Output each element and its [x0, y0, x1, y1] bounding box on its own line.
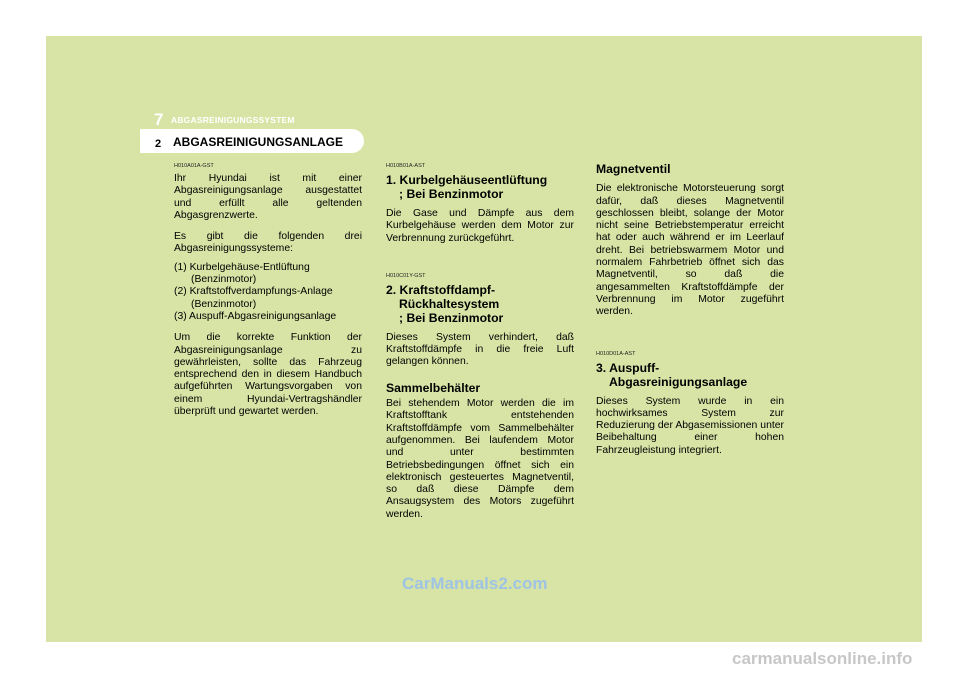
heading-line: ; Bei Benzinmotor	[399, 310, 504, 325]
page-number: 2	[155, 138, 162, 150]
reference-code: H010B01A-AST	[386, 163, 426, 169]
heading-line: Rückhaltesystem	[399, 296, 500, 311]
paragraph: Dieses System verhindert, daß Kraftstoffdämpfe in die freie Luft gelangen können.	[386, 331, 574, 368]
heading-line: 1. Kurbelgehäuseentlüftung	[386, 173, 548, 187]
section-heading-3	[596, 361, 784, 389]
paragraph: Die elektronische Motorsteuerung sorgt dafür, daß dieses Magnetventil geschlossen bleibt, solange der Motor nicht seine Betriebstemperatur erreicht hat oder auch während er im Leerlauf dreht. Bei betriebswarmem Motor und normalem Fahrbetrieb öffnet sich das Magnetventil, so daß die angesammelten Kraftstoffdämpfe der Verbrennung im Motor zugeführt werden.	[596, 183, 784, 318]
subheading: Sammelbehälter	[386, 380, 481, 395]
intro-paragraph: Ihr Hyundai ist mit einer Abgasreinigungsanlage ausgestattet und erfüllt alle geltenden Abgasgrenzwerte.	[174, 173, 362, 221]
list-item: (1) Kurbelgehäuse-Entlüftung (Benzinmotor)	[174, 261, 310, 286]
heading-line: 2. Kraftstoffdampf-	[386, 282, 496, 297]
heading-line: ; Bei Benzinmotor	[399, 187, 504, 201]
section-title: ABGASREINIGUNGSANLAGE	[173, 135, 344, 149]
reference-code: H010C01Y-GST	[386, 272, 426, 279]
section-heading-1	[386, 173, 574, 201]
paragraph: Dieses System wurde in ein hochwirksames System zur Reduzierung der Abgasemissionen unter Beibehaltung einer hohen Fahrzeugleistung integriert.	[596, 395, 784, 456]
closing-paragraph: Um die korrekte Funktion der Abgasreinigungsanlage zu gewährleisten, sollte das Fahrzeug entsprechend den in diesem Handbuch aufgeführten Wartungsvorgaben von einem Hyundai-Vertragshändler überprüft und gewartet werden.	[174, 332, 362, 418]
watermark-carmanualsonline: carmanualsonline.info	[732, 649, 913, 668]
watermark-carmanuals2: CarManuals2.com	[402, 574, 548, 593]
column-left	[174, 163, 362, 427]
heading-line: 3. Auspuff-	[596, 360, 660, 375]
paragraph: Bei stehendem Motor werden die im Kraftstofftank entstehenden Kraftstoffdämpfe vom Sammelbehälter aufgenommen. Bei laufendem Motor und unter bestimmten Betriebsbedingungen öffnet sich ein elektronisch gesteuertes Magnetventil, so daß diese Dämpfe dem Ansaugsystem des Motors zugeführt werden.	[386, 398, 574, 520]
section-heading-2	[386, 283, 574, 325]
chapter-number: 7	[154, 110, 164, 129]
chapter-title: ABGASREINIGUNGSSYSTEM	[171, 115, 295, 125]
paragraph: Die Gase und Dämpfe aus dem Kurbelgehäuse werden dem Motor zur Verbrennung zurückgeführt.	[386, 208, 574, 244]
list-item: (3) Auspuff-Abgasreinigungsanlage	[174, 310, 337, 322]
column-right	[596, 163, 784, 466]
subheading: Magnetventil	[596, 162, 671, 176]
column-middle	[386, 163, 574, 530]
list-item: (2) Kraftstoffverdampfungs-Anlage (Benzinmotor)	[174, 286, 333, 310]
lead-paragraph: Es gibt die folgenden drei Abgasreinigungssysteme:	[174, 231, 362, 255]
reference-code: H010D01A-AST	[596, 350, 636, 357]
heading-line: Abgasreinigungsanlage	[609, 374, 748, 389]
reference-code: H010A01A-GST	[174, 163, 214, 169]
